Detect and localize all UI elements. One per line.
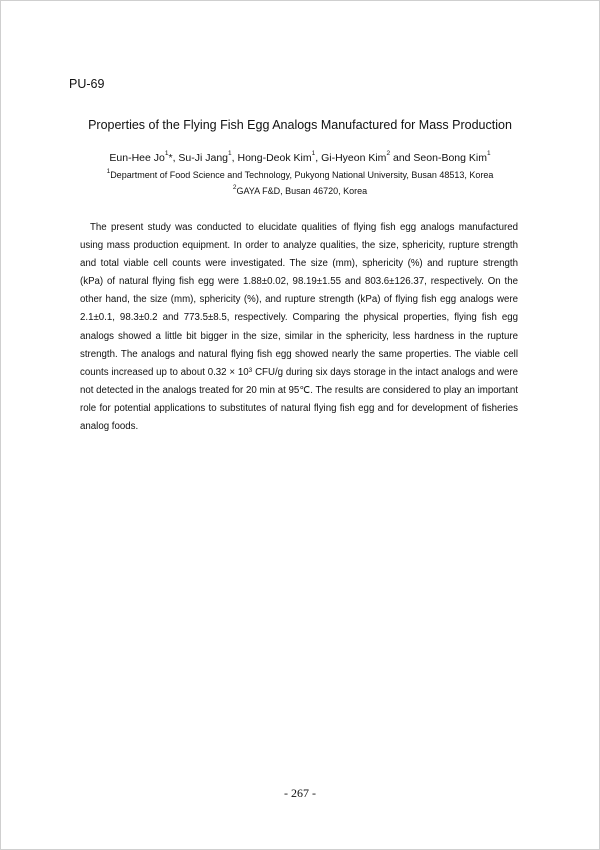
page-number: - 267 - — [284, 786, 316, 800]
abstract-text: The present study was conducted to elucidate qualities of flying fish egg analogs manufactured using mass production equipment. In order to analyze qualities, the size, sphericity, rupture strength and total viable cell counts were investigated. The size (mm), sphericity (%) and rupture strength (kPa) of natural flying fish egg were 1.88±0.02, 98.19±1.55 and 803.6±126.37, respectively. On the other hand, the size (mm), sphericity (%), and rupture strength (kPa) of flying fish egg analogs were 2.1±0.1, 98.3±0.2 and 773.5±8.5, respectively. Comparing the physical properties, flying fish egg analogs showed a little bit bigger in the size, similar in the sphericity, less hardness in the rupture strength. The analogs and natural flying fish egg showed nearly the same properties. The viable cell counts increased up to about 0.32 × 10 — [80, 222, 518, 378]
affiliation — [0, 170, 600, 180]
author-affiliation-mark: 1 — [486, 150, 491, 157]
author-separator: , — [231, 152, 238, 164]
author-name: Seon-Bong Kim — [413, 152, 487, 164]
author-affiliation-mark: 1 — [311, 150, 316, 157]
author-affiliation-mark: 1 — [228, 150, 232, 157]
author-separator: , — [315, 152, 322, 164]
author-name: Su-Ji Jang — [178, 152, 229, 164]
author-name: Eun-Hee Jo — [109, 152, 165, 164]
abstract-text: CFU/g during six days storage in the intact analogs and were not detected in the analogs treated for 20 min at 95℃. The results are considered to play an important role for potential applications to substitutes of natural flying fish egg and for development of fisheries analog foods. — [80, 366, 518, 433]
author-conjunction: and — [390, 152, 414, 164]
affiliation-text: Department of Food Science and Technology, Pukyong National University, Busan 48513, Korea — [110, 170, 494, 180]
author-separator: , — [172, 152, 179, 164]
abstract-paragraph — [80, 219, 518, 436]
affiliation-mark: 1 — [106, 168, 111, 175]
author-name: Gi-Hyeon Kim — [321, 152, 387, 164]
author-affiliation-mark: 2 — [386, 150, 391, 157]
affiliation — [0, 186, 600, 196]
paper-title: Properties of the Flying Fish Egg Analogs Manufactured for Mass Production — [88, 118, 512, 132]
author-name: Hong-Deok Kim — [237, 152, 312, 164]
presentation-code: PU-69 — [69, 77, 105, 91]
author-affiliation-mark: 1 — [164, 150, 169, 157]
abstract-exponent: 3 — [248, 366, 253, 374]
author-list — [0, 152, 600, 164]
affiliation-mark: 2 — [232, 184, 237, 191]
corresponding-author-mark: * — [168, 152, 173, 164]
affiliation-text: GAYA F&D, Busan 46720, Korea — [236, 186, 368, 196]
